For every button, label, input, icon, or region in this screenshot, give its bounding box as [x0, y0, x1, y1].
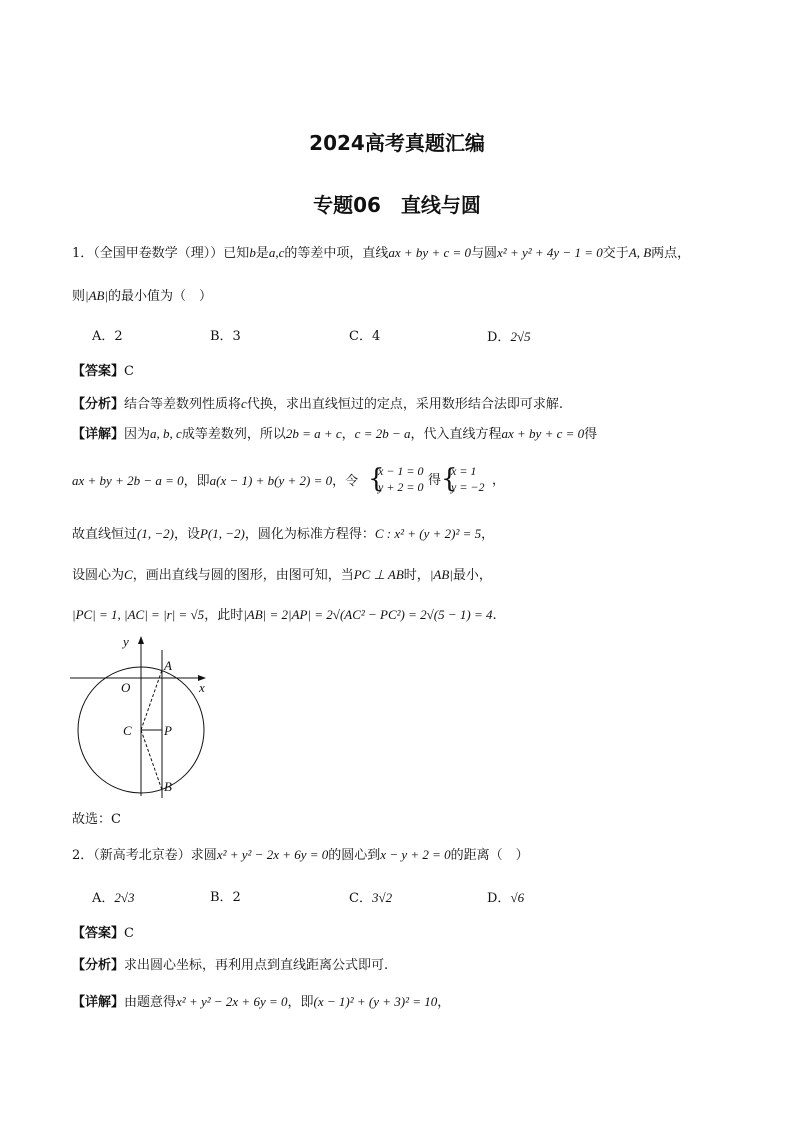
label-a: A: [164, 658, 172, 673]
option-b: B．2: [210, 890, 241, 905]
question-1-stem-line2: 则|AB|的最小值为（ ）: [72, 288, 213, 304]
conclusion: 故选：C: [72, 812, 121, 827]
answer: 【答案】C: [72, 364, 134, 379]
question-source: （全国甲卷数学（理））: [93, 246, 224, 261]
analysis: 【分析】求出圆心坐标，再利用点到直线距离公式即可.: [72, 958, 389, 973]
detail-line-1: 【详解】因为a, b, c成等差数列，所以2b = a + c，c = 2b − a，代入直线方程ax + by + c = 0得: [72, 426, 598, 442]
label-c: C: [123, 723, 132, 738]
system-2: x = 1 y = −2: [451, 464, 485, 494]
option-c: C．4: [349, 329, 381, 344]
option-d: D．√6: [487, 890, 525, 906]
sub-title: 专题06 直线与圆: [313, 193, 481, 217]
system-1: x − 1 = 0 y + 2 = 0: [378, 464, 424, 494]
detail: 【详解】由题意得x² + y² − 2x + 6y = 0，即(x − 1)² + (y + 3)² = 10，: [72, 994, 451, 1010]
detail-line-4: 设圆心为C，画出直线与圆的图形，由图可知，当PC ⊥ AB时，|AB|最小，: [72, 567, 492, 583]
option-b: B．3: [210, 329, 241, 344]
question-2-stem: 2．（新高考北京卷）求圆x² + y² − 2x + 6y = 0的圆心到x − y + 2 = 0的距离（ ）: [72, 847, 529, 863]
option-a: A．2√3: [92, 890, 135, 906]
main-title: 2024高考真题汇编: [309, 131, 485, 155]
question-number: 1．: [72, 246, 94, 261]
option-a: A．2: [92, 329, 123, 344]
label-o: O: [121, 680, 131, 695]
y-axis: [138, 636, 144, 796]
label-b: B: [164, 779, 172, 794]
segment-ca: [141, 670, 162, 730]
option-d: D．2√5: [487, 329, 531, 345]
circle-equation: x² + y² + 4y − 1 = 0: [497, 245, 603, 260]
detail-line-3: 故直线恒过(1, −2)，设P(1, −2)，圆化为标准方程得：C : x² + (y + 2)² = 5，: [72, 526, 495, 542]
x-axis: [70, 675, 206, 681]
label-x: x: [199, 680, 205, 695]
segment-cb: [141, 730, 162, 790]
detail-line-2: ax + by + 2b − a = 0，即a(x − 1) + b(y + 2) = 0，令: [72, 473, 359, 489]
line-equation: x − y + 2 = 0: [380, 847, 451, 862]
label-y: y: [123, 634, 129, 649]
label-p: P: [164, 723, 172, 738]
question-1-stem: 1．（全国甲卷数学（理））已知b是a,c的等差中项，直线ax + by + c = 0与圆x² + y² + 4y − 1 = 0交于A, B两点，: [72, 245, 691, 261]
question-number: 2．: [72, 848, 94, 863]
brace-1: {: [368, 464, 385, 494]
geometry-figure: [66, 630, 216, 800]
detail-line-5: |PC| = 1, |AC| = |r| = √5，此时|AB| = 2|AP| = 2√(AC² − PC²) = 2√(5 − 1) = 4.: [72, 607, 497, 623]
brace-2: {: [441, 464, 458, 494]
option-c: C．3√2: [349, 890, 393, 906]
question-source: （新高考北京卷）: [93, 848, 191, 863]
analysis: 【分析】结合等差数列性质将c代换，求出直线恒过的定点，采用数形结合法即可求解.: [72, 396, 563, 412]
answer: 【答案】C: [72, 926, 134, 941]
circle-equation: x² + y² − 2x + 6y = 0: [216, 847, 329, 862]
line-equation: ax + by + c = 0: [388, 245, 472, 260]
